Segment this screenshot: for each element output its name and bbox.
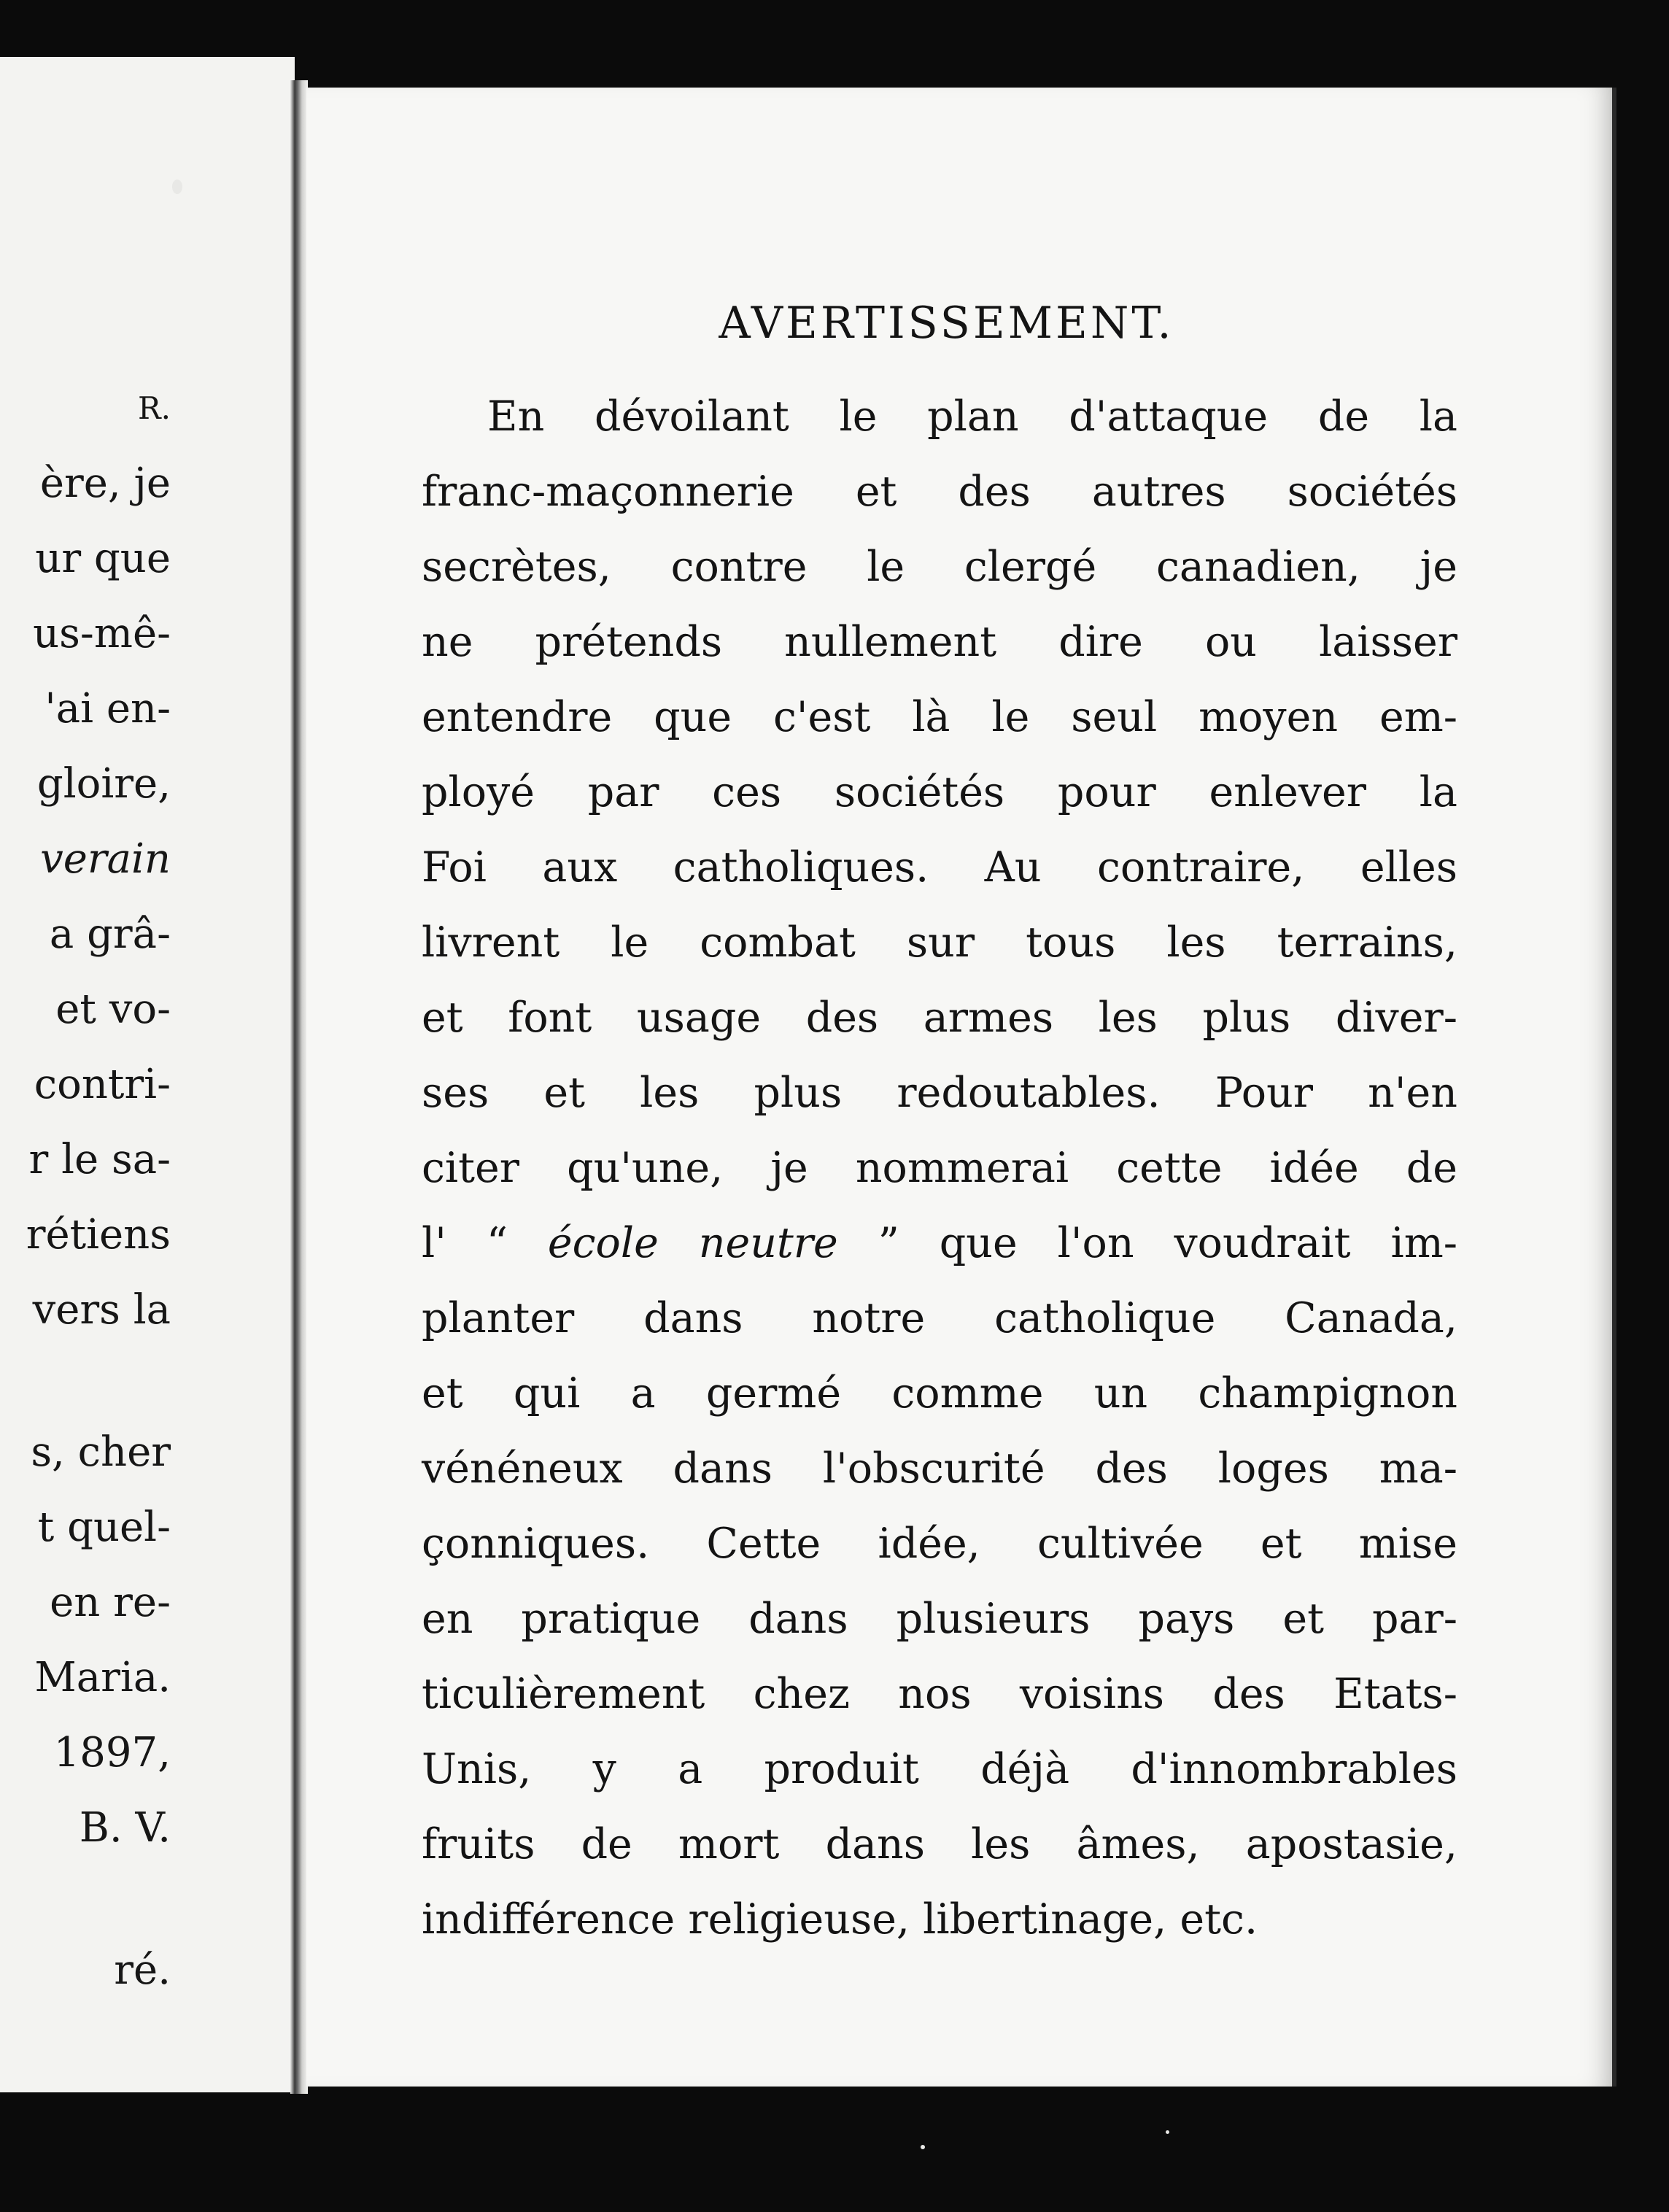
line-before-italic: l' “ xyxy=(422,1219,548,1267)
body-line: çonniques. Cette idée, cultivée et mise xyxy=(422,1520,1457,1568)
body-line: ticulièrement chez nos voisins des Etats- xyxy=(422,1670,1457,1718)
body-line: et qui a germé comme un champignon xyxy=(422,1369,1457,1418)
left-page-line: a grâ- xyxy=(49,910,171,958)
body-line: Foi aux catholiques. Au contraire, elles xyxy=(422,843,1457,892)
left-page-line: ur que xyxy=(35,535,171,582)
italic-phrase: école neutre xyxy=(547,1219,838,1267)
page-body xyxy=(422,379,1457,1957)
left-page-line: Maria. xyxy=(34,1654,171,1701)
body-line: ne prétends nullement dire ou laisser xyxy=(422,618,1457,666)
body-line: ses et les plus redoutables. Pour n'en xyxy=(422,1069,1457,1117)
body-line: fruits de mort dans les âmes, apostasie, xyxy=(422,1820,1457,1868)
left-page-text xyxy=(26,371,171,2008)
left-page-line: en re- xyxy=(50,1579,171,1626)
page-heading: AVERTISSEMENT. xyxy=(719,298,1174,349)
body-line: En dévoilant le plan d'attaque de la xyxy=(487,392,1457,441)
left-page-line: 'ai en- xyxy=(44,685,171,732)
body-line: vénéneux dans l'obscurité des loges ma- xyxy=(422,1445,1457,1493)
body-line: franc-maçonnerie et des autres sociétés xyxy=(422,468,1457,516)
body-line: planter dans notre catholique Canada, xyxy=(422,1294,1457,1342)
left-page-line: vers la xyxy=(32,1286,171,1334)
body-line: secrètes, contre le clergé canadien, je xyxy=(422,543,1457,591)
body-line: en pratique dans plusieurs pays et par- xyxy=(422,1595,1457,1643)
left-page-line: t quel- xyxy=(37,1504,171,1551)
right-page xyxy=(306,88,1616,2087)
body-line-ecole-neutre xyxy=(422,1206,1457,1281)
scan-speck xyxy=(172,179,182,194)
body-line: citer qu'une, je nommerai cette idée de xyxy=(422,1144,1457,1192)
body-line: indifférence religieuse, libertinage, etc. xyxy=(422,1895,1258,1944)
body-line: ployé par ces sociétés pour enlever la xyxy=(422,768,1457,816)
book-gutter xyxy=(290,80,308,2094)
left-page-line: verain xyxy=(40,835,171,883)
body-line: Unis, y a produit déjà d'innombrables xyxy=(422,1745,1457,1793)
line-after-italic: ” que l'on voudrait im- xyxy=(837,1219,1458,1267)
scan-speck xyxy=(1166,2130,1169,2134)
left-page-line: et vo- xyxy=(55,986,171,1033)
left-page-line: ère, je xyxy=(39,460,171,507)
left-page-line: B. V. xyxy=(79,1804,171,1852)
left-page-line: r le sa- xyxy=(28,1136,171,1183)
left-page-line: R. xyxy=(138,390,171,426)
left-page-line: gloire, xyxy=(36,760,171,808)
left-page-line: 1897, xyxy=(53,1729,171,1776)
left-page-line: contri- xyxy=(34,1061,171,1108)
body-line: entendre que c'est là le seul moyen em- xyxy=(422,693,1457,741)
left-page-line: rétiens xyxy=(26,1211,171,1258)
left-page-line: ré. xyxy=(114,1946,171,1994)
left-page-line: s, cher xyxy=(31,1428,171,1476)
body-line: et font usage des armes les plus diver- xyxy=(422,994,1457,1042)
left-page xyxy=(0,57,295,2092)
body-line: livrent le combat sur tous les terrains, xyxy=(422,919,1457,967)
scan-speck xyxy=(921,2145,925,2149)
left-page-line: us-mê- xyxy=(33,610,171,657)
